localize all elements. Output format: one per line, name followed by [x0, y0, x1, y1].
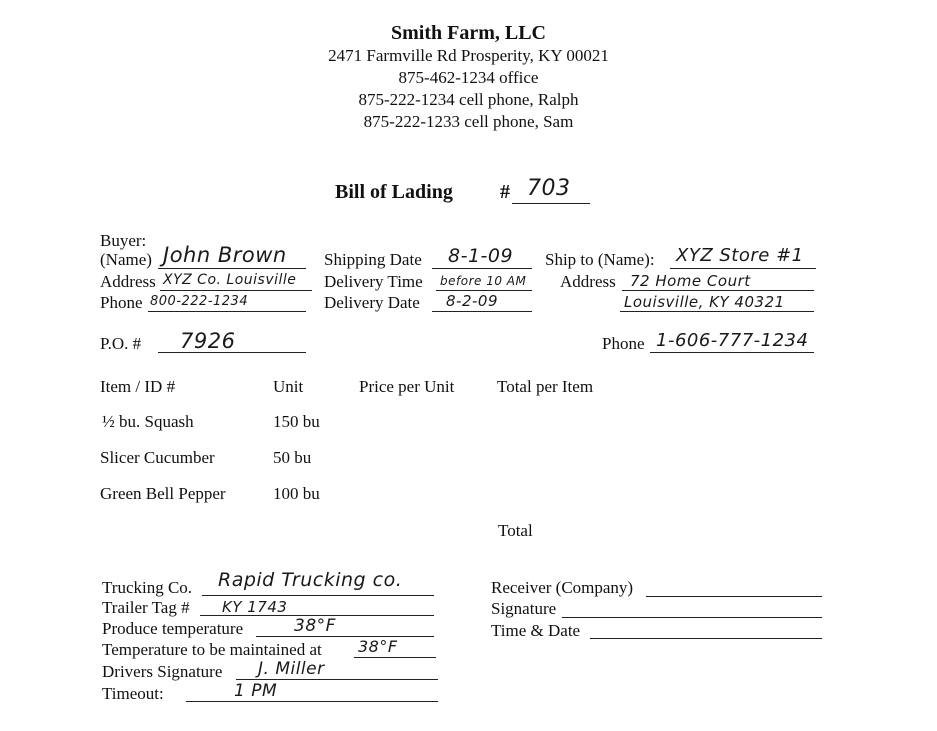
delivery-time-line: [436, 290, 532, 291]
ship-to-phone: 1-606-777-1234: [656, 330, 809, 351]
col-header-total: Total per Item: [497, 377, 594, 396]
receiver-signature-line: [562, 617, 822, 618]
ship-to-address-line2-rule: [620, 311, 814, 312]
buyer-name-label: (Name): [100, 250, 152, 269]
maintain-temp-label: Temperature to be maintained at: [102, 640, 322, 659]
ship-to-phone-line: [650, 352, 814, 353]
maintain-temp: 38°F: [358, 637, 398, 656]
bol-number-line: [512, 203, 590, 204]
buyer-phone: 800-222-1234: [150, 294, 249, 309]
receiver-time-date-label: Time & Date: [491, 621, 581, 640]
table-row-unit: 100 bu: [273, 484, 320, 503]
table-row-item: Slicer Cucumber: [100, 448, 215, 467]
receiver-company-label: Receiver (Company): [491, 578, 634, 597]
company-address: 2471 Farmville Rd Prosperity, KY 00021: [328, 46, 609, 65]
po-number: 7926: [180, 329, 236, 353]
driver-signature: J. Miller: [258, 659, 325, 679]
trailer-tag-label: Trailer Tag #: [102, 598, 190, 617]
receiver-company-line: [646, 596, 822, 597]
driver-signature-label: Drivers Signature: [102, 662, 223, 681]
table-row-unit: 150 bu: [273, 412, 320, 431]
document-title: Bill of Lading: [335, 181, 453, 203]
delivery-date-line: [432, 311, 532, 312]
col-header-unit: Unit: [273, 377, 304, 396]
trucking-company: Rapid Trucking co.: [218, 569, 403, 591]
delivery-time: before 10 AM: [440, 274, 527, 288]
buyer-name-line: [158, 268, 306, 269]
timeout-line: [186, 701, 438, 702]
buyer-name: John Brown: [163, 243, 287, 267]
po-line: [158, 352, 306, 353]
trucking-company-line: [202, 595, 434, 596]
maintain-temp-line: [354, 657, 436, 658]
shipping-date: 8-1-09: [448, 245, 514, 267]
table-row-item: ½ bu. Squash: [102, 412, 194, 431]
po-label: P.O. #: [100, 334, 142, 353]
receiver-time-date-line: [590, 638, 822, 639]
buyer-label: Buyer:: [100, 231, 147, 250]
timeout-label: Timeout:: [102, 684, 164, 703]
timeout-value: 1 PM: [234, 681, 278, 701]
delivery-time-label: Delivery Time: [324, 272, 423, 291]
delivery-date: 8-2-09: [446, 292, 498, 310]
ship-to-name-label: Ship to (Name):: [545, 250, 655, 269]
delivery-date-label: Delivery Date: [324, 293, 420, 312]
buyer-address-line: [160, 290, 312, 291]
office-phone: 875-462-1234 office: [398, 68, 539, 87]
ship-to-address-label: Address: [560, 272, 616, 291]
table-row-item: Green Bell Pepper: [100, 484, 226, 503]
col-header-item: Item / ID #: [100, 377, 176, 396]
shipping-date-label: Shipping Date: [324, 250, 422, 269]
trucking-company-label: Trucking Co.: [102, 578, 193, 597]
table-row-unit: 50 bu: [273, 448, 312, 467]
bol-number: 703: [527, 176, 571, 201]
produce-temp: 38°F: [294, 616, 336, 636]
cell-phone-ralph: 875-222-1234 cell phone, Ralph: [358, 90, 579, 109]
bol-number-label: #: [500, 181, 510, 203]
ship-to-name: XYZ Store #1: [676, 245, 804, 266]
ship-to-name-line: [670, 268, 816, 269]
ship-to-address-line1-rule: [622, 290, 814, 291]
col-header-price: Price per Unit: [359, 377, 455, 396]
company-name: Smith Farm, LLC: [391, 22, 546, 44]
ship-to-address-line1: 72 Home Court: [630, 272, 751, 290]
receiver-signature-label: Signature: [491, 599, 557, 618]
shipping-date-line: [432, 268, 532, 269]
trailer-tag: KY 1743: [222, 598, 288, 616]
ship-to-address-line2: Louisville, KY 40321: [624, 293, 785, 311]
buyer-phone-label: Phone: [100, 293, 143, 312]
buyer-address-label: Address: [100, 272, 156, 291]
ship-to-phone-label: Phone: [602, 334, 645, 353]
produce-temp-label: Produce temperature: [102, 619, 244, 638]
buyer-address: XYZ Co. Louisville: [163, 272, 297, 288]
cell-phone-sam: 875-222-1233 cell phone, Sam: [363, 112, 574, 131]
buyer-phone-line: [148, 311, 306, 312]
driver-signature-line: [236, 679, 438, 680]
produce-temp-line: [256, 636, 434, 637]
total-label: Total: [498, 521, 533, 540]
